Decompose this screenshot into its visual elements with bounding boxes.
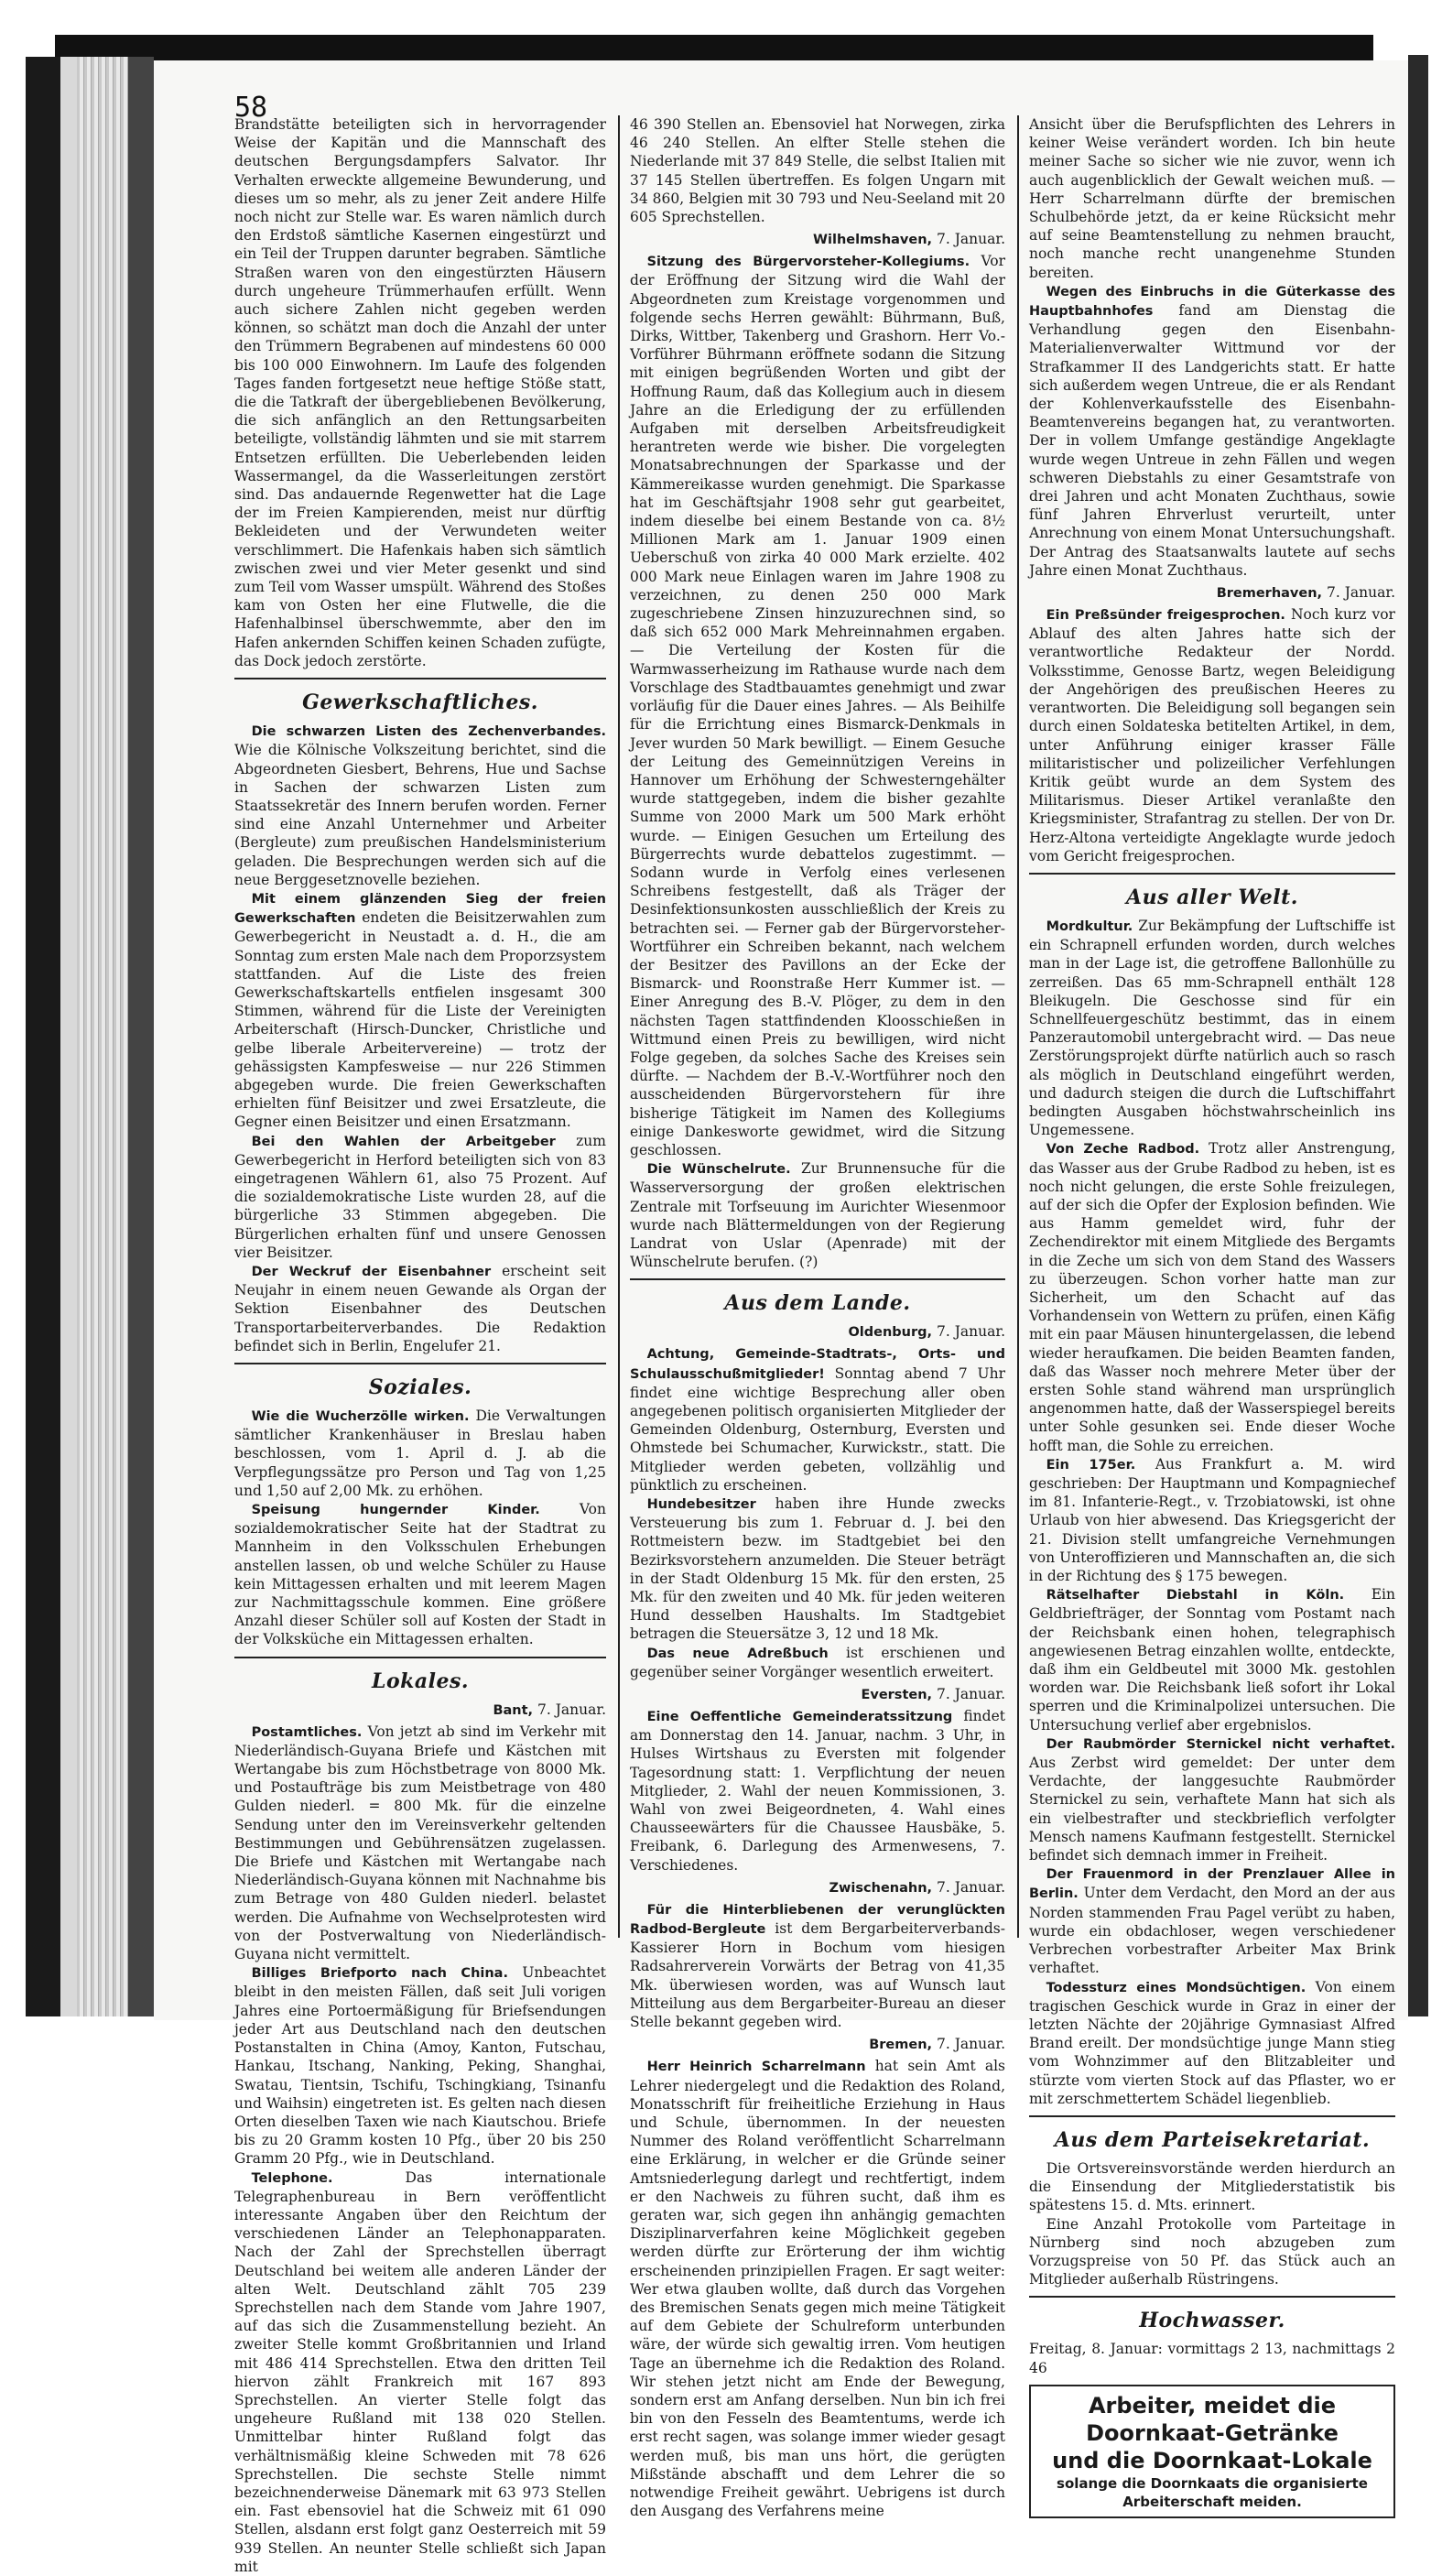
article-keyword: Postamtliches. <box>251 1724 363 1740</box>
dateline-oldenburg <box>630 1322 1005 1342</box>
hochwasser-times: Freitag, 8. Januar: vormittags 2 13, nachmittags 2 46 <box>1029 2341 1395 2376</box>
article-text: Die Verwaltungen sämtlicher Krankenhäuser in Breslau haben beschlossen, vom 1. April d. J. ab die Verpflegungssätze pro Person und Tag von 1,25 und 1,50 auf 2,00 Mk. zu erhöhen. <box>234 1408 606 1499</box>
article-postamtliches <box>234 1723 606 1964</box>
scan-border-top <box>55 35 1373 60</box>
article-text: Zur Bekämpfung der Luftschiffe ist ein Schrapnell erfunden worden, durch welches man in der Lage ist, die getroffene Ballonhülle zu zerreißen. Das 65 mm-Schrapnell enthält 128 Bleikugeln. Die Geschosse sind für ein Schnellfeuergeschütz bestimmt, das in einem Panzerautomobil untergebracht wird. — Das neue Zerstörungsprojekt dürfte natürlich auch so rasch als möglich in Deutschland eingeführt werden, und dadurch steigen die durch die Luftschiffahrt bedingten Ausgaben höchstwahrscheinlich ins Ungemessene. <box>1029 917 1395 1139</box>
article-text: endeten die Beisitzerwahlen zum Gewerbegericht in Neustadt a. d. H., die am Sonntag zum ersten Male nach dem Proporzsystem stattfanden. Auf die Liste des freien Gewerkschaftskartells entfielen insgesamt 300 Stimmen, während für die Liste der Vereinigten Arbeiterschaft (Hirsch-Duncker, Christliche und gelbe liberale Arbeitervereine) — trotz der gehässigsten Kampfesweise — nur 226 Stimmen abgegeben wurde. Die freien Gewerkschaften erhielten fünf Beisitzer und zwei Ersatzleute, die Gegner einen Beisitzer und einen Ersatzmann. <box>234 909 607 1131</box>
article-ortsvereinsvorstaende: Die Ortsvereinsvorstände werden hierdurch an die Einsendung der Mitgliederstatistik bis spätestens 15. d. Mts. erinnert. <box>1029 2159 1395 2214</box>
newspaper-page <box>154 60 1408 2575</box>
book-gutter-shadow <box>128 57 154 2016</box>
article-adressbuch <box>630 1644 1005 1681</box>
column-1 <box>234 115 607 2575</box>
page-number: 58 <box>234 92 268 124</box>
article-keyword: Für die Hinterbliebenen der verunglückten Radbod-Bergleute <box>630 1902 1005 1938</box>
dateline-zwischenahn <box>630 1878 1005 1898</box>
article-keyword: Todessturz eines Mondsüchtigen. <box>1046 1980 1306 1995</box>
article-sieg-gewerkschaften <box>234 889 606 1132</box>
dateline-bremen <box>630 2035 1005 2055</box>
article-text: zum Gewerbegericht in Herford beteiligten sich von 83 eingetragenen Wählern 61, also 75 Prozent. Auf die sozialdemokratische Liste wurden 28, auf die bürgerliche 33 Stimmen abgegeben. Die Bürgerlichen erhalten fünf und unsere Genossen vier Beisitzer. <box>234 1132 606 1261</box>
article-keyword: Herr Heinrich Scharrelmann <box>646 2060 866 2075</box>
dateline-date: 7. Januar. <box>1326 584 1395 602</box>
article-keyword: Die Wünschelrute. <box>646 1162 791 1178</box>
article-keyword: Mit einem glänzenden Sieg der freien Gewerkschaften <box>234 891 606 927</box>
article-hundebesitzer <box>630 1495 1005 1644</box>
dateline-date: 7. Januar. <box>537 1701 606 1718</box>
dateline-place: Zwischenahn, <box>829 1880 933 1896</box>
article-zeche-radbod <box>1029 1139 1395 1454</box>
dateline-place: Bremerhaven, <box>1216 586 1323 602</box>
section-heading-aus-dem-lande: Aus dem Lande. <box>724 1291 911 1316</box>
article-scharrelmann <box>630 2057 1005 2520</box>
article-diebstahl-koeln <box>1029 1585 1395 1734</box>
notice-line-3: solange die Doornkaats die organisierte Arbeiterschaft meiden. <box>1057 2474 1368 2510</box>
article-text: Trotz aller Anstrengung, das Wasser aus der Grube Radbod zu heben, ist es noch nicht gelungen, die erste Sohle freizulegen, auf der sich die Opfer der Explosion befinden. Wie aus Hamm gemeldet wird, fuhr der Zechendirektor mit einem Mitgliede des Bergamts in die Zeche um sich von dem Stand des Wassers zu überzeugen. Schon vorher hatte man zur Sicherheit, um den Schacht auf das Vorhandensein von Wettern zu prüfen, einen Käfig mit ein paar Mäusen hinuntergelassen, die lebend wieder heraufkamen. Die beiden Beamten fanden, daß das Wasser noch mehrere Meter über der ersten Sohle stand während man ursprünglich angenommen hatte, daß der Wasserspiegel bereits unter Sohle gesunken sei. Ende dieser Woche hofft man, die Sohle zu erreichen. <box>1029 1140 1395 1454</box>
article-earthquake-continuation: Brandstätte beteiligten sich in hervorragender Weise der Kapitän und die Mannschaft des deutschen Bergungsdampfers Salvator. Ihr Verhalten erweckte allgemeine Bewunderung, und dieses um so mehr, als zu jener Zeit andere Hilfe noch nicht zur Stelle war. Es waren nämlich durch den Erdstoß sämtliche Kasernen eingestürzt und ein Teil der Truppen darunter begraben. Sämtliche Straßen waren von den eingestürzten Häusern durch ungeheure Trümmerhaufen erfüllt. Wenn auch sichere Zahlen nicht gegeben werden können, so schätzt man doch die Anzahl der unter den Trümmern Begrabenen auf mindestens 60 000 bis 100 000 Einwohnern. Im Laufe des folgenden Tages fanden fortgesetzt neue heftige Stöße statt, die die Tatkraft der übergebliebenen Bevölkerung, die sich anfänglich an den Rettungsarbeiten beteiligte, vollständig lähmten und sie mit starrem Entsetzen erfüllten. Die Ueberlebenden leiden Wassermangel, da die Wasserleitungen zerstört sind. Das andauernde Regenwetter hat die Lage der im Freien Kampierenden, meist nur dürftig Bekleideten und der Verwundeten weiter verschlimmert. Die Hafenkais haben sich sämtlich zwischen zwei und vier Meter gesenkt und sind zum Teil vom Wasser umspült. Während des Stoßes kam von Osten her eine Flutwelle, die die Hafenhalbinsel überschwemmte, aber den im Hafen ankernden Schiffen keinen Schaden zufügte, das Dock jedoch zerstörte. <box>234 116 606 669</box>
article-keyword: Der Raubmörder Sternickel nicht verhaftet. <box>1046 1736 1395 1752</box>
column-3 <box>1029 115 1395 2510</box>
section-divider <box>1029 2115 1395 2117</box>
article-text: fand am Dienstag die Verhandlung gegen den Eisenbahn-Materialienverwalter Wittmund vor der Strafkammer II des Landgerichts statt. Er hatte sich außerdem wegen Untreue, die er als Rendant der Kohlenverkaufsstelle des Eisenbahn-Beamtenvereins begangen hat, zu verantworten. Der in vollem Umfange geständige Angeklagte wurde wegen Untreue in zehn Fällen und wegen schweren Diebstahls zu einer Gesamtstrafe von drei Jahren und acht Monaten Zuchthaus, sowie fünf Jahren Ehrverlust verurteilt, unter Anrechnung von einem Monat Untersuchungshaft. Der Antrag des Staatsanwalts lautete auf sechs Jahre einen Monat Zuchthaus. <box>1029 302 1395 579</box>
article-text: Unbeachtet bleibt in den meisten Fällen, daß seit Juli vorigen Jahres eine Portoermäßigung für Briefsendungen jeder Art aus Deutschland nach den deutschen Postanstalten in China (Amoy, Kanton, Futschau, Hankau, Itschang, Nanking, Peking, Shanghai, Swatau, Tientsin, Tschifu, Tschingkiang, Tsinanfu und Waihsin) eingetreten ist. Es gelten nach diesen Orten dieselben Taxen wie nach Kiautschou. Briefe bis zu 20 Gramm kosten 10 Pfg., über 20 bis 250 Gramm 20 Pfg., wie in Deutschland. <box>234 1964 606 2168</box>
article-keyword: Speisung hungernder Kinder. <box>251 1503 540 1518</box>
dateline-eversten <box>630 1685 1005 1705</box>
notice-line-1: Arbeiter, meidet die Doornkaat-Getränke <box>1086 2392 1339 2446</box>
article-telephone-continuation: 46 390 Stellen an. Ebensoviel hat Norwegen, zirka 46 240 Stellen. An elfter Stelle stehen die Niederlande mit 37 849 Stelle, die selbst Italien mit 37 145 Stellen übertreffen. Es folgen Ungarn mit 34 860, Belgien mit 30 793 und Neu-Seeland mit 20 605 Sprechstellen. <box>630 116 1005 226</box>
article-text: Unter dem Verdacht, den Mord an der aus Norden stammenden Frau Pagel verübt zu haben, wurde ein obdachloser, wegen verschiedener Verbrechen vorbestrafter Arbeiter Max Brink verhaftet. <box>1029 1885 1395 1977</box>
article-keyword: Bei den Wahlen der Arbeitgeber <box>251 1134 556 1149</box>
article-keyword: Mordkultur. <box>1046 918 1133 934</box>
article-scharrelmann-continuation: Ansicht über die Berufspflichten des Lehrers in keiner Weise verändert worden. Ich bin heute meiner Sache so sicher wie nie zuvor, wenn ich auch augenblicklich der Gewalt weichen muß. — Herr Scharrelmann dürfte der bremischen Schulbehörde jetzt, da er keine Rücksicht mehr auf seine Beamtenstellung zu nehmen braucht, noch manche recht unangenehme Stunden bereiten. <box>1029 116 1395 281</box>
article-mondsuechtiger <box>1029 1978 1395 2108</box>
article-keyword: Achtung, Gemeinde-Stadtrats-, Orts- und Schulausschußmitglieder! <box>630 1347 1005 1382</box>
dateline-place: Bremen, <box>869 2038 933 2053</box>
article-pressuender <box>1029 605 1395 865</box>
article-gemeinderatssitzung <box>630 1707 1005 1875</box>
article-einbruch-gueterkasse <box>1029 282 1395 580</box>
article-keyword: Billiges Briefporto nach China. <box>251 1966 508 1982</box>
book-page-stack <box>77 57 128 2016</box>
article-text: erscheint seit Neujahr in einem neuen Gewande als Organ der Sektion Eisenbahner des Deutschen Transportarbeiterverbandes. Die Redaktion befindet sich in Berlin, Engelufer 21. <box>234 1262 606 1354</box>
article-schwarze-listen <box>234 722 606 889</box>
article-radbod-hinterbliebene <box>630 1900 1005 2031</box>
section-divider <box>630 1278 1005 1280</box>
article-text: ist dem Bergarbeiterverbands-Kassierer Horn in Bochum vom hiesigen Radsahrerverein Vorwärts der Betrag von 41,35 Mk. überwiesen worden, was auf Wunsch laut Mitteilung aus dem Bergarbeiter-Bureau an dieser Stelle bekannt gegeben wird. <box>630 1920 1005 2031</box>
dateline-date: 7. Januar. <box>936 1323 1005 1341</box>
article-keyword: Ein Preßsünder freigesprochen. <box>1046 608 1285 624</box>
article-text: Von jetzt ab sind im Verkehr mit Niederländisch-Guyana Briefe und Kästchen mit Wertangabe bis zum Höchstbetrage von 8000 Mk. und Postaufträge bis zum Meistbetrage von 480 Gulden niederl. = 800 Mk. für die einzelne Sendung unter den im Vereinsverkehr geltenden Bestimmungen und Gebührensätzen zugelassen. Die Briefe und Kästchen mit Wertangabe nach Niederländisch-Guyana können mit Nachnahme bis zum Betrage von 480 Gulden niederl. belastet werden. Die Aufnahme von Wechselprotesten wird von der Postverwaltung von Niederländisch-Guyana nicht vermittelt. <box>234 1723 606 1963</box>
article-text: Von sozialdemokratischer Seite hat der Stadtrat zu Mannheim in den Volksschulen Erhebungen anstellen lassen, ob und welche Schüler zu Hause kein Mittagessen erhalten und mit leerem Magen zur Nachmittagsschule kommen. Eine größere Anzahl dieser Schüler soll auf Kosten der Stadt in der Volksküche ein Mittagessen erhalten. <box>234 1501 606 1648</box>
article-text: Aus Frankfurt a. M. wird geschrieben: Der Hauptmann und Kompagniechef im 81. Infanterie-Regt., v. Trzobiatowski, ist ohne Urlaub von hier abwesend. Das Kriegsgericht der 21. Division stellt umfangreiche Vernehmungen von Unteroffizieren und Mannschaften an, die sich in der Richtung des § 175 bewegen. <box>1029 1455 1395 1585</box>
column-2 <box>630 115 1005 2520</box>
dateline-place: Eversten, <box>861 1688 933 1703</box>
dateline-wilhelmshaven <box>630 230 1005 250</box>
notice-line-2: und die Doornkaat-Lokale <box>1052 2447 1372 2473</box>
scan-border-left <box>26 57 60 2016</box>
article-text: findet am Donnerstag den 14. Januar, nachm. 3 Uhr, in Hulses Wirtshaus zu Eversten mit folgender Tagesordnung statt: 1. Verpflichtung der neuen Mitglieder, 2. Wahl der neuen Kommissionen, 3. Wahl von zwei Beigeordneten, 4. Wahl eines Chausseewärters für die Chaussee Hausbäke, 5. Freibank, 6. Darlegung des Armenwesens, 7. Verschiedenes. <box>630 1708 1005 1874</box>
article-achtung-gemeinde <box>630 1344 1005 1495</box>
section-heading-hochwasser: Hochwasser. <box>1139 2309 1285 2333</box>
dateline-date: 7. Januar. <box>936 1686 1005 1703</box>
dateline-place: Wilhelmshaven, <box>813 233 933 248</box>
article-keyword: Der Frauenmord in der Prenzlauer Allee in Berlin. <box>1029 1867 1395 1902</box>
dateline-date: 7. Januar. <box>936 1878 1005 1896</box>
article-text: ist erschienen und gegenüber seiner Vorgänger wesentlich erweitert. <box>630 1644 1005 1680</box>
dateline-place: Oldenburg, <box>848 1325 933 1341</box>
article-sternickel <box>1029 1734 1395 1864</box>
column-rule <box>1017 115 1019 1938</box>
section-heading-gewerkschaftliches: Gewerkschaftliches. <box>302 690 538 715</box>
article-text: Wie die Kölnische Volkszeitung berichtet, sind die Abgeordneten Giesbert, Behrens, Hue und Sachse in Sachen der schwarzen Listen zum Staatssekretär des Innern berufen worden. Ferner sind eine Anzahl Unternehmer und Arbeiter (Bergleute) zum preußischen Handelsministerium geladen. Die Besprechungen werden sich auf die neue Berggesetznovelle beziehen. <box>234 742 606 888</box>
article-keyword: Wegen des Einbruchs in die Güterkasse des Hauptbahnhofes <box>1029 284 1395 320</box>
article-text: Ein Geldbriefträger, der Sonntag vom Postamt nach der Reichsbank einen hohen, telegraphisch angewiesenen Betrag einzahlen wollte, entdeckte, daß ihm ein Geldbeutel mit 3000 Mk. gestohlen worden war. Die Reichsbank ließ sofort ihr Lokal sperren und die Kriminalpolizei untersuchen. Die Untersuchung verlief aber ergebnislos. <box>1029 1586 1395 1734</box>
article-keyword: Rätselhafter Diebstahl in Köln. <box>1046 1588 1345 1603</box>
article-text: Von einem tragischen Geschick wurde in Graz in einer der letzten Nächte der 20jährige Gymnasiast Alfred Brand ereilt. Der mondsüchtige junge Mann stieg vom Wohnzimmer auf den Blitzableiter und stürzte vom vierten Stock auf das Pflaster, wo er mit zerschmettertem Schädel liegenblieb. <box>1029 1978 1395 2107</box>
section-divider <box>1029 2296 1395 2298</box>
section-divider <box>234 678 606 679</box>
article-telephone <box>234 2168 606 2576</box>
section-divider <box>234 1363 606 1364</box>
article-175er <box>1029 1455 1395 1585</box>
book-spine-edge <box>60 57 79 2016</box>
article-text: Sonntag abend 7 Uhr findet eine wichtige Besprechung aller oben angegebenen politisch organisierten Mitglieder der Gemeinden Oldenburg, Osternburg, Eversten und Ohmstede bei Schumacher, Kurwickstr., statt. Die Mitglieder werden gebeten, vollzählig und pünktlich zu erscheinen. <box>630 1364 1005 1494</box>
article-keyword: Das neue Adreßbuch <box>646 1646 829 1661</box>
article-keyword: Ein 175er. <box>1046 1457 1136 1473</box>
scan-border-right <box>1408 55 1428 2016</box>
article-wuenschelrute <box>630 1159 1005 1271</box>
article-weckruf-eisenbahner <box>234 1262 606 1355</box>
article-keyword: Eine Oeffentliche Gemeinderatssitzung <box>646 1710 953 1725</box>
article-wucherzoelle <box>234 1407 606 1500</box>
article-text: Zur Brunnensuche für die Wasserversorgung der großen elektrischen Zentrale mit Torfseuung im Aurichter Wiesenmoor wurde nach Blättermeldungen von der Regierung Landrat von Uslar (Apenrade) mit der Wünschelrute berufen. (?) <box>630 1160 1005 1271</box>
dateline-place: Bant, <box>493 1702 534 1718</box>
article-keyword: Die schwarzen Listen des Zechenverbandes. <box>251 724 606 740</box>
dateline-bant <box>234 1701 606 1721</box>
section-heading-aus-aller-welt: Aus aller Welt. <box>1126 885 1298 909</box>
section-heading-soziales: Soziales. <box>368 1375 472 1399</box>
dateline-bremerhaven <box>1029 583 1395 603</box>
column-rule <box>618 115 620 1938</box>
section-divider <box>1029 873 1395 875</box>
article-protokolle: Eine Anzahl Protokolle vom Parteitage in Nürnberg sind noch abzugeben zum Vorzugspreise von 50 Pf. das Stück auch an Mitglieder außerhalb Rüstringens. <box>1029 2215 1395 2288</box>
article-briefporto-china <box>234 1963 606 2168</box>
article-text: Das internationale Telegraphenbureau in Bern veröffentlicht interessante Angaben über den Reichtum der verschiedenen Länder an Telephonapparaten. Nach der Zahl der Sprechstellen überragt Deutschland bei weitem alle anderen Länder der alten Welt. Deutschland zählt 705 239 Sprechstellen nach dem Stande vom Jahre 1907, auf das sich die Zusammenstellung bezieht. An zweiter Stelle kommt Großbritannien und Irland mit 486 414 Sprechstellen. Etwa den dritten Teil hiervon zählt Frankreich mit 167 893 Sprechstellen. An vierter Stelle folgt das ungeheure Rußland mit 138 020 Stellen. Unmittelbar hinter Rußland folgt das verhältnismäßig kleine Schweden mit 78 626 Sprechstellen. Die sechste Stelle nimmt bezeichnenderweise Dänemark mit 63 973 Stellen ein. Fast ebensoviel hat die Schweiz mit 61 090 Stellen, alsdann erst folgt ganz Oesterreich mit 59 939 Stellen. An neunter Stelle schließt sich Japan mit <box>234 2168 606 2575</box>
article-text: haben ihre Hunde zwecks Versteuerung bis zum 1. Februar d. J. bei den Rottmeistern bezw. im Stadtgebiet bei den Bezirksvorstehern anzumelden. Die Steuer beträgt in der Stadt Oldenburg 15 Mk. für den ersten, 25 Mk. für den zweiten und 40 Mk. für jeden weiteren Hund desselben Haushalts. Im Stadtgebiet betragen die Steuersätze 3, 12 und 18 Mk. <box>630 1495 1005 1643</box>
section-divider <box>234 1657 606 1658</box>
article-text: Vor der Eröffnung der Sitzung wird die Wahl der Abgeordneten zum Kreistage vorgenommen und folgende sechs Herren gewählt: Bührmann, Buß, Dirks, Wittber, Takenberg und Grashorn. Herr Vo.-Vorführer Bührmann eröffnete sodann die Sitzung mit einigen begrüßenden Worten und gibt der Hoffnung Raum, daß das Kollegium auch in diesem Jahre an die Erledigung der zu erfüllenden Aufgaben mit derselben Arbeitsfreudigkeit herantreten werde wie bisher. Die vorgelegten Monatsabrechnungen der Sparkasse und der Kämmereikasse wurden genehmigt. Die Sparkasse hat im Geschäftsjahr 1908 sehr gut gearbeitet, indem dieselbe bei einem Bestande von ca. 8½ Millionen Mark am 1. Januar 1909 einen Ueberschuß von zirka 40 000 Mark erzielte. 402 000 Mark neue Einlagen waren im Jahre 1908 zu verzeichnen, zu denen 250 000 Mark zugeschriebene Zinsen hinzuzurechnen sind, so daß sich 652 000 Mark Mehreinnahmen ergaben. — Die Verteilung der Kosten für die Warmwasserheizung im Rathause wurde nach dem Vorschlage des Stadtbauamtes genehmigt und zwar vorläufig für die Dauer eines Jahres. — Als Beihilfe für die Errichtung eines Bismarck-Denkmals in Jever wurden 50 Mark bewilligt. — Einem Gesuche der Leitung des Gemeinnützigen Vereins in Hannover um Erhöhung der Schwesterngehälter wurde stattgegeben, indem die bisher gezahlte Summe von 2000 Mark um 500 Mark erhöht wurde. — Einigen Gesuchen um Erteilung des Bürgerrechts wurde debattelos zugestimmt. — Sodann wurde in Verfolg eines verlesenen Schreibens festgestellt, daß als Träger der Desinfektionsunkosten ausschließlich der Kreis zu betrachten sei. — Ferner gab der Bürgervorsteher-Wortführer ein Schreiben bekannt, nach welchem der Besitzer des Pavillons an der Ecke der Bismarck- und Roonstraße Herr Kummer ist. — Einer Anregung des B.-V. Plöger, zu dem in den nächsten Tagen stattfindenden Kloosschießen in Wittmund einen Preis zu bewilligen, wird nicht Folge gegeben, da solches Sache des Kreises sein dürfte. — Nachdem der B.-V.-Wortführer noch den ausscheidenden Bürgervorstehern für ihre bisherige Tätigkeit im Namen des Kollegiums einige Dankesworte gewidmet, wird die Sitzung geschlossen. <box>630 253 1005 1158</box>
section-heading-parteisekretariat: Aus dem Parteisekretariat. <box>1054 2127 1371 2152</box>
dateline-date: 7. Januar. <box>936 2036 1005 2053</box>
article-keyword: Wie die Wucherzölle wirken. <box>251 1409 470 1424</box>
article-frauenmord <box>1029 1864 1395 1977</box>
article-text: hat sein Amt als Lehrer niedergelegt und die Redaktion des Roland, Monatsschrift für freiheitliche Erziehung in Haus und Schule, übernommen. In der neuesten Nummer des Roland veröffentlicht Scharrelmann eine Erklärung, in welcher er die Gründe seiner Amtsniederlegung darlegt und rechtfertigt, indem er den Nachweis zu führen sucht, daß ihm es geraten war, sich gegen ihn anhängig gemachten Disziplinarverfahren keine Möglichkeit gegeben werden dürfte zur Erörterung der ihm wichtig erscheinenden prinzipiellen Fragen. Er sagt weiter: Wer etwa glauben wollte, daß durch das Vorgehen des Bremischen Senats gegen mich meine Tätigkeit auf dem Gebiete der Schulreform unterbunden wäre, der würde sich gewaltig irren. Vom heutigen Tage an übernehme ich die Redaktion des Roland. Wir stehen jetzt nicht am Ende der Bewegung, sondern erst am Anfang derselben. Nun bin ich frei bin von den Fesseln des Beamtentums, werde ich erst recht sagen, was solange immer wieder gesagt werden muß, bis man uns hört, die gerügten Mißstände abschafft und dem Lehrer die so notwendige Freiheit gewährt. Uebrigens ist durch den Ausgang des Verfahrens meine <box>630 2058 1005 2520</box>
article-text: Noch kurz vor Ablauf des alten Jahres hatte sich der verantwortliche Redakteur der Nordd. Volksstimme, Genosse Bartz, wegen Beleidigung der Angehörigen des preußischen Heeres zu verantworten. Die Beleidigung soll begangen sein durch einen Soldateska betitelten Artikel, in dem, unter Anführung einiger krasser Fälle militaristischer und polizeilicher Verfehlungen Kritik geübt wurde an dem System des Militarismus. Dieser Artikel veranlaßte den Kriegsminister, Strafantrag zu stellen. Der von Dr. Herz-Altona verteidigte Angeklagte wurde jedoch vom Gericht freigesprochen. <box>1029 606 1395 864</box>
article-keyword: Telephone. <box>251 2170 333 2186</box>
dateline-date: 7. Januar. <box>936 231 1005 248</box>
section-heading-lokales: Lokales. <box>371 1668 470 1693</box>
article-keyword: Der Weckruf der Eisenbahner <box>251 1264 492 1279</box>
article-keyword: Hundebesitzer <box>646 1497 756 1513</box>
article-keyword: Sitzung des Bürgervorsteher-Kollegiums. <box>646 255 970 270</box>
article-text: Aus Zerbst wird gemeldet: Der unter dem Verdachte, der langgesuchte Raubmörder Sternickel zu sein, verhaftete Mann hat sich als ein vielbestrafter und steckbrieflich verfolgter Mensch namens Kaufmann festgestellt. Sternickel befindet sich demnach immer in Freiheit. <box>1029 1755 1395 1864</box>
article-buergervorsteher <box>630 252 1005 1159</box>
doornkaat-boycott-notice <box>1029 2385 1395 2518</box>
article-keyword: Von Zeche Radbod. <box>1046 1142 1200 1158</box>
article-wahlen-arbeitgeber <box>234 1132 606 1262</box>
article-speisung-kinder <box>234 1500 606 1649</box>
article-mordkultur <box>1029 917 1395 1139</box>
